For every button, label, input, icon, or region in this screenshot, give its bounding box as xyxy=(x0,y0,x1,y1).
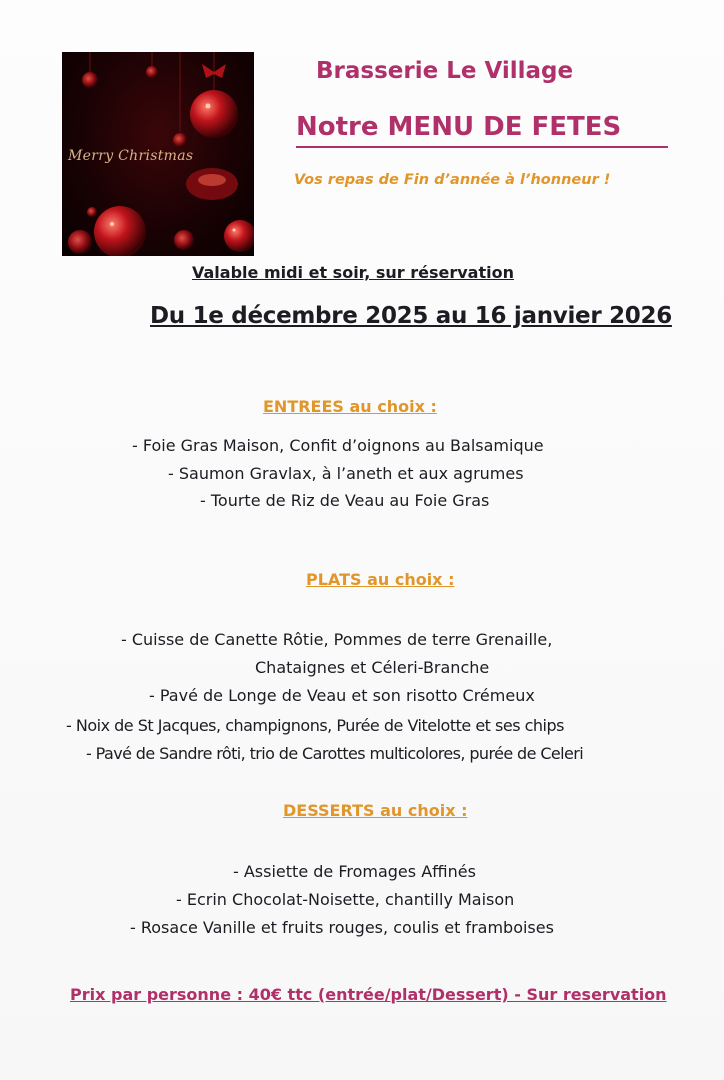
entree-item: - Foie Gras Maison, Confit d’oignons au Balsamique xyxy=(132,436,544,455)
plat-item: - Cuisse de Canette Rôtie, Pommes de terre Grenaille, xyxy=(121,630,553,649)
merry-christmas-text: Merry Christmas xyxy=(68,148,194,164)
plat-item: - Pavé de Longe de Veau et son risotto Crémeux xyxy=(149,686,535,705)
dessert-item: - Rosace Vanille et fruits rouges, coulis et framboises xyxy=(130,918,554,937)
merry-christmas-image xyxy=(62,52,254,256)
dessert-item: - Ecrin Chocolat-Noisette, chantilly Maison xyxy=(176,890,515,909)
menu-subtitle: Vos repas de Fin d’année à l’honneur ! xyxy=(294,172,611,188)
price-line: Prix par personne : 40€ ttc (entrée/plat/Dessert) - Sur reservation xyxy=(70,985,667,1004)
menu-title: Notre MENU DE FETES xyxy=(296,112,622,142)
dessert-item: - Assiette de Fromages Affinés xyxy=(233,862,476,881)
plats-title: PLATS au choix : xyxy=(306,570,455,589)
date-range: Du 1e décembre 2025 au 16 janvier 2026 xyxy=(150,303,672,329)
desserts-title: DESSERTS au choix : xyxy=(283,801,468,820)
plat-item: - Noix de St Jacques, champignons, Purée de Vitelotte et ses chips xyxy=(66,716,564,735)
entrees-title: ENTREES au choix : xyxy=(263,397,437,416)
plat-item: - Pavé de Sandre rôti, trio de Carottes multicolores, purée de Celeri xyxy=(86,744,584,763)
plat-item-continuation: Chataignes et Céleri-Branche xyxy=(255,658,490,677)
validity-note: Valable midi et soir, sur réservation xyxy=(192,263,514,282)
entree-item: - Saumon Gravlax, à l’aneth et aux agrumes xyxy=(168,464,524,483)
title-underline xyxy=(296,146,668,148)
restaurant-name: Brasserie Le Village xyxy=(316,58,574,84)
entree-item: - Tourte de Riz de Veau au Foie Gras xyxy=(200,491,490,510)
